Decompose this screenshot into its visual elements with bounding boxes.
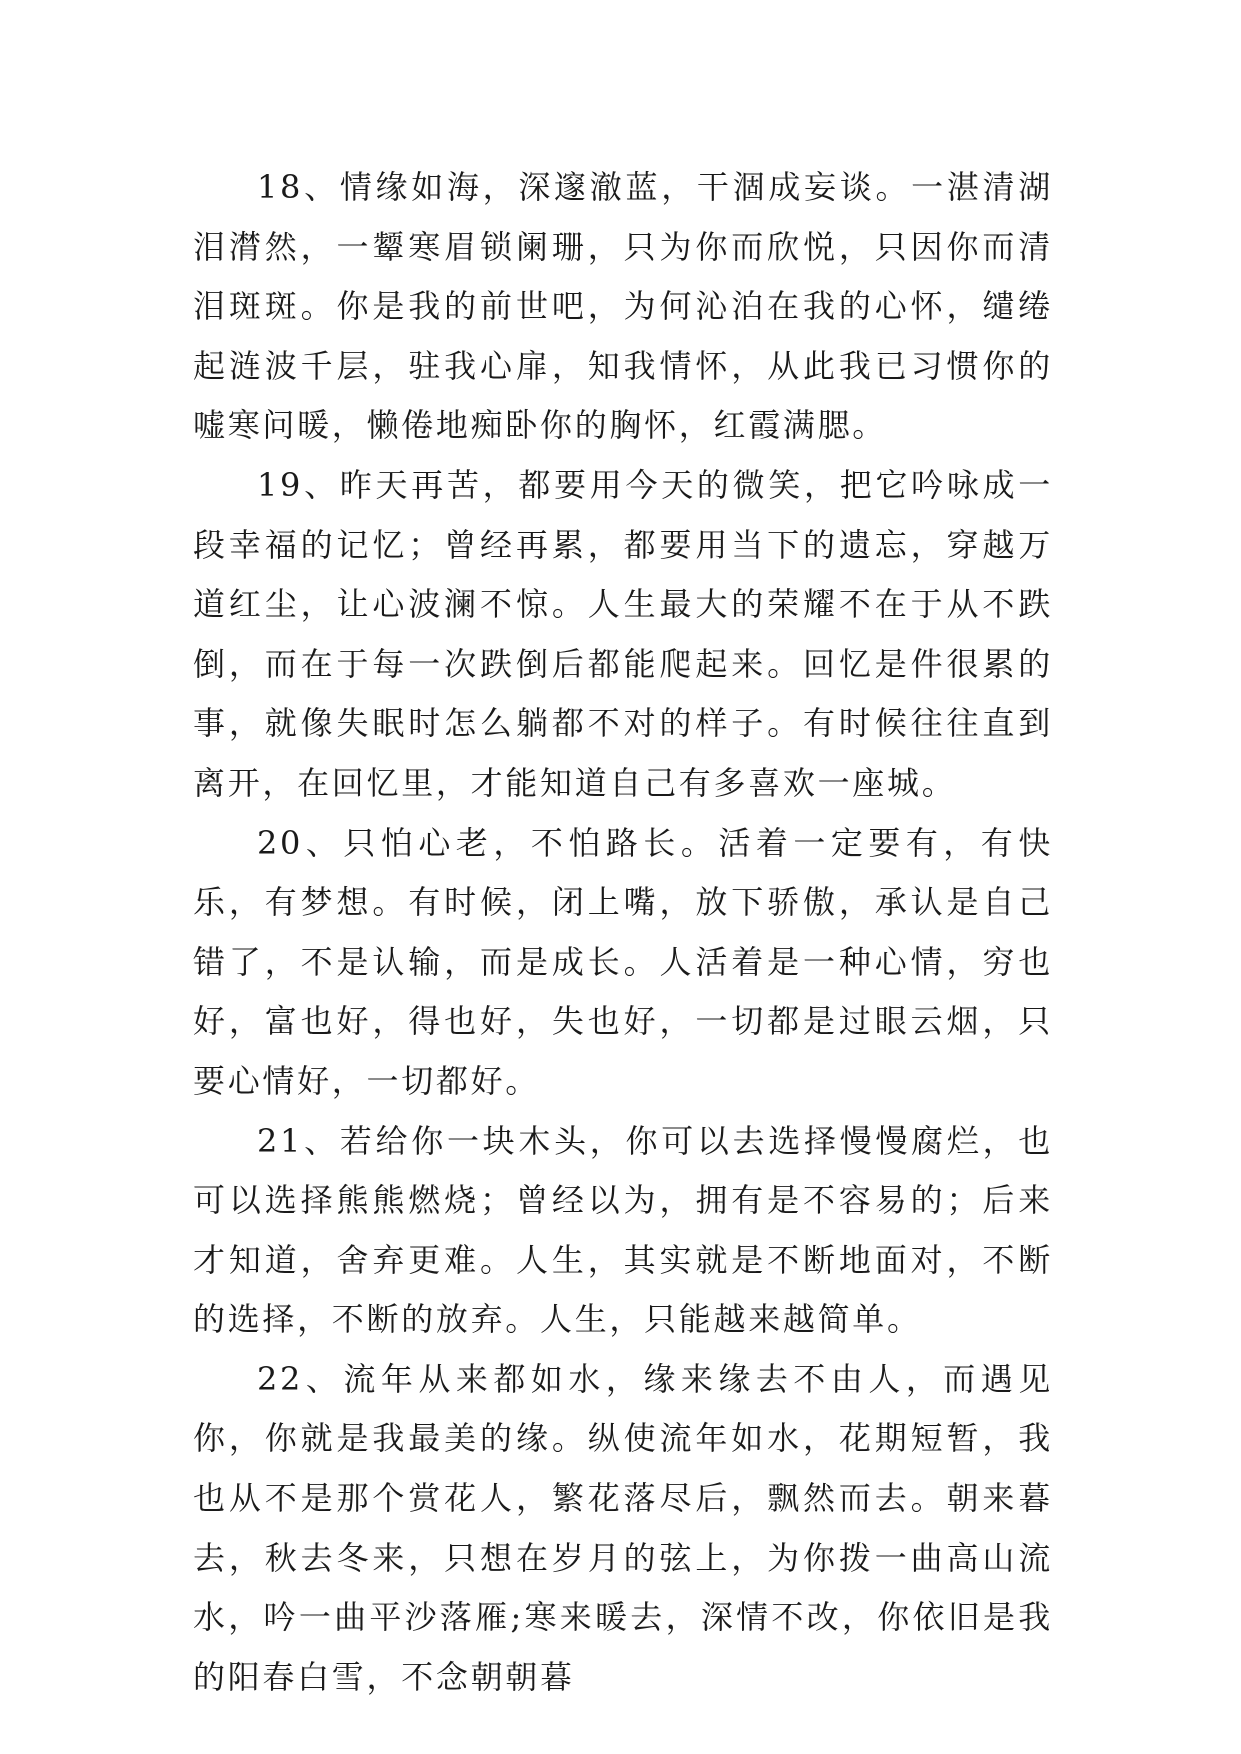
paragraph-22: 22、流年从来都如水，缘来缘去不由人，而遇见你，你就是我最美的缘。纵使流年如水，花期短暂，我也从不是那个赏花人，繁花落尽后，飘然而去。朝来暮去，秋去冬来，只想在岁月的弦上，为你拨一曲高山流水，吟一曲平沙落雁;寒来暖去，深情不改，你依旧是我的阳春白雪，不念朝朝暮	[193, 1359, 1053, 1696]
paragraph-20: 20、只怕心老，不怕路长。活着一定要有，有快乐，有梦想。有时候，闭上嘴，放下骄傲，承认是自己错了，不是认输，而是成长。人活着是一种心情，穷也好，富也好，得也好，失也好，一切都是过眼云烟，只要心情好，一切都好。	[193, 823, 1053, 1100]
paragraph-18: 18、情缘如海，深邃澈蓝，干涸成妄谈。一湛清湖泪潸然，一颦寒眉锁阑珊，只为你而欣悦，只因你而清泪斑斑。你是我的前世吧，为何沁泊在我的心怀，缱绻起涟波千层，驻我心扉，知我情怀，从此我已习惯你的嘘寒问暖，懒倦地痴卧你的胸怀，红霞满腮。	[193, 168, 1053, 445]
paragraph-21: 21、若给你一块木头，你可以去选择慢慢腐烂，也可以选择熊熊燃烧；曾经以为，拥有是不容易的；后来才知道，舍弃更难。人生，其实就是不断地面对，不断的选择，不断的放弃。人生，只能越来越简单。	[193, 1121, 1053, 1339]
paragraph-19: 19、昨天再苦，都要用今天的微笑，把它吟咏成一段幸福的记忆；曾经再累，都要用当下的遗忘，穿越万道红尘，让心波澜不惊。人生最大的荣耀不在于从不跌倒，而在于每一次跌倒后都能爬起来。回忆是件很累的事，就像失眠时怎么躺都不对的样子。有时候往往直到离开，在回忆里，才能知道自己有多喜欢一座城。	[193, 465, 1053, 802]
document-body	[193, 158, 1053, 1707]
